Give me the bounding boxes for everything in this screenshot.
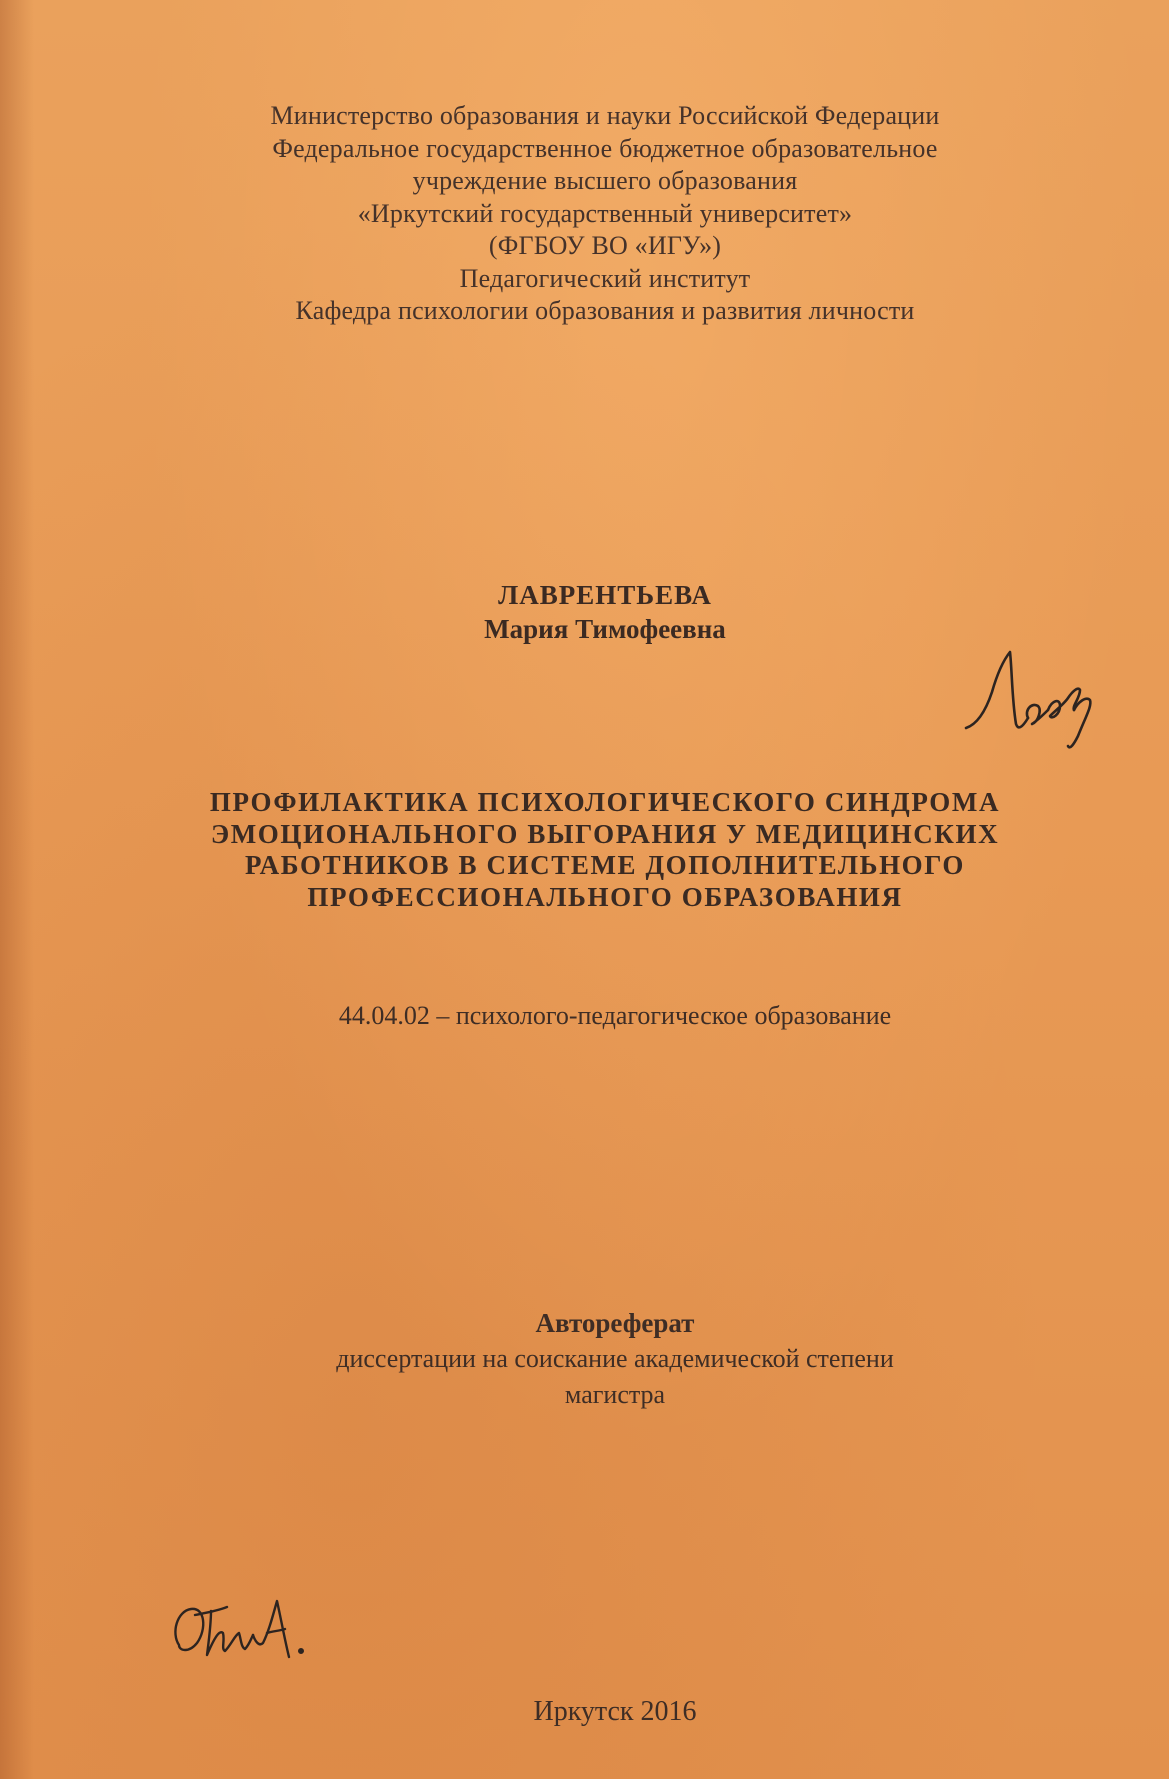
title-line: ПРОФЕССИОНАЛЬНОГО ОБРАЗОВАНИЯ <box>307 881 903 912</box>
header-line: учреждение высшего образования <box>412 166 798 195</box>
specialty-code <box>50 1000 1169 1032</box>
abstract-block <box>50 1305 1169 1413</box>
author-surname: ЛАВРЕНТЬЕВА <box>498 580 712 610</box>
city-year <box>50 1695 1169 1729</box>
department-signature <box>165 1585 345 1680</box>
abstract-kind: Автореферат <box>535 1308 695 1338</box>
header-line: «Иркутский государственный университет» <box>357 198 853 228</box>
title-line: ЭМОЦИОНАЛЬНОГО ВЫГОРАНИЯ У МЕДИЦИНСКИХ <box>210 818 1000 849</box>
city-year-text: Иркутск 2016 <box>533 1696 697 1727</box>
title-line: ПРОФИЛАКТИКА ПСИХОЛОГИЧЕСКОГО СИНДРОМА <box>209 787 1001 817</box>
header-line: (ФГБОУ ВО «ИГУ») <box>488 231 722 260</box>
title-line: РАБОТНИКОВ В СИСТЕМЕ ДОПОЛНИТЕЛЬНОГО <box>245 850 965 880</box>
header-line: Федеральное государственное бюджетное образовательное <box>272 133 938 163</box>
abstract-line-2: магистра <box>564 1380 666 1409</box>
thesis-title <box>40 787 1169 913</box>
abstract-line-1: диссертации на соискание академической степени <box>336 1344 894 1373</box>
author-block <box>40 578 1169 646</box>
header-line: Педагогический институт <box>459 263 751 293</box>
author-given-names: Мария Тимофеевна <box>484 614 726 644</box>
header-line: Министерство образования и науки Российской Федерации <box>270 101 940 130</box>
institution-header <box>40 100 1169 328</box>
specialty-line: 44.04.02 – психолого-педагогическое образование <box>338 1001 892 1030</box>
page-edge-shadow <box>0 0 34 1779</box>
header-line: Кафедра психологии образования и развития личности <box>295 296 915 325</box>
author-signature <box>958 640 1118 760</box>
